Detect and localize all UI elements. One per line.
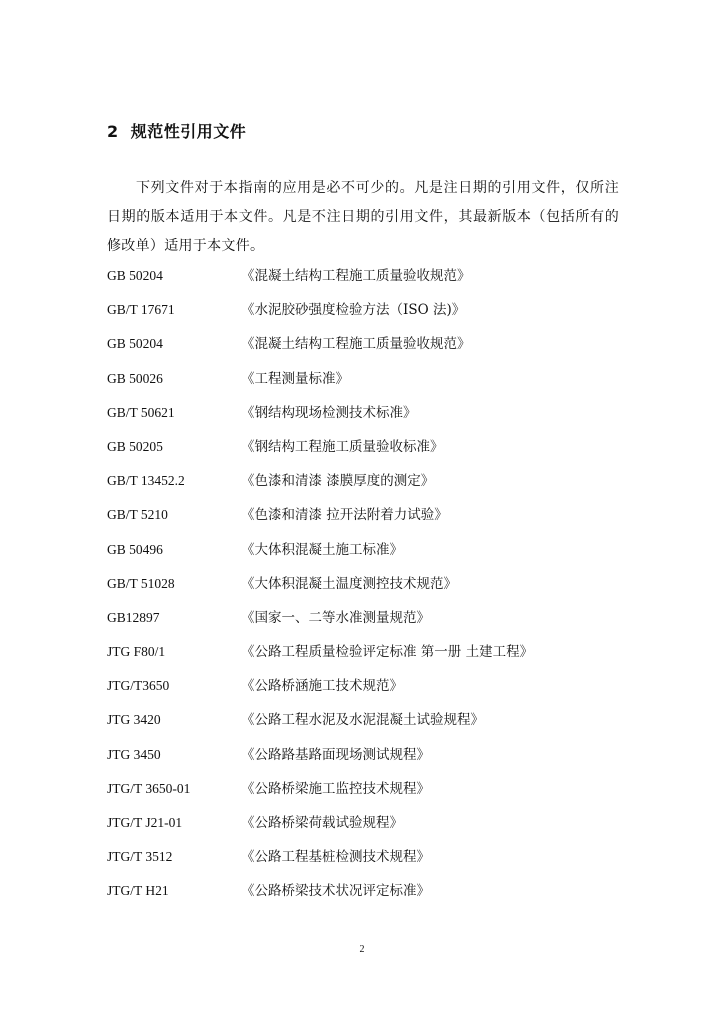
reference-title: 《公路工程水泥及水泥混凝土试验规程》 [241,712,484,729]
reference-title: 《混凝土结构工程施工质量验收规范》 [241,268,471,284]
reference-title: 《公路工程质量检验评定标准 第一册 土建工程》 [241,644,534,661]
reference-title: 《公路桥梁技术状况评定标准》 [241,883,430,900]
reference-item [107,741,627,775]
reference-item [107,262,627,296]
reference-item [107,604,627,638]
reference-title: 《大体积混凝土温度测控技术规范》 [241,575,457,592]
reference-item [107,536,627,570]
reference-title: 《色漆和清漆 拉开法附着力试验》 [241,507,448,524]
reference-title: 《公路工程基桩检测技术规程》 [241,849,430,866]
reference-code: JTG/T J21-01 [107,815,183,830]
reference-item [107,843,627,877]
reference-title: 《国家一、二等水准测量规范》 [241,609,430,626]
reference-title: 《混凝土结构工程施工质量验收规范》 [241,336,471,353]
reference-item [107,433,627,467]
reference-title: 《色漆和清漆 漆膜厚度的测定》 [241,473,435,490]
section-heading [107,119,246,142]
reference-item [107,775,627,809]
reference-code: GB 50026 [107,370,163,386]
reference-title: 《公路桥涵施工技术规范》 [241,678,403,695]
reference-item [107,706,627,740]
reference-code: GB 50204 [107,268,163,283]
reference-item [107,570,627,604]
reference-code: JTG/T 3650-01 [107,780,191,796]
reference-title: 《公路桥梁施工监控技术规程》 [241,780,430,797]
reference-code: JTG F80/1 [107,644,166,660]
reference-code: GB/T 5210 [107,507,168,523]
reference-code: GB 50204 [107,336,163,352]
reference-title: 《钢结构现场检测技术标准》 [241,404,417,421]
reference-code: GB/T 50621 [107,404,175,420]
reference-item [107,467,627,501]
reference-item [107,330,627,364]
reference-item [107,809,627,843]
page-number: 2 [359,944,365,955]
reference-code: GB12897 [107,609,160,625]
reference-item [107,399,627,433]
reference-code: GB/T 17671 [107,302,175,318]
intro-paragraph: 下列文件对于本指南的应用是必不可少的。凡是注日期的引用文件，仅所注日期的版本适用于本文件。凡是不注日期的引用文件，其最新版本（包括所有的修改单）适用于本文件。 [107,180,619,254]
reference-item [107,296,627,330]
reference-code: JTG 3420 [107,712,161,728]
reference-item [107,638,627,672]
reference-code: JTG/T3650 [107,678,170,694]
reference-code: GB 50496 [107,541,163,557]
reference-code: JTG 3450 [107,746,161,762]
reference-code: GB/T 13452.2 [107,473,185,489]
reference-code: JTG/T 3512 [107,849,173,865]
reference-title: 《钢结构工程施工质量验收标准》 [241,438,444,455]
section-number: 2 [107,122,119,141]
reference-title: 《公路路基路面现场测试规程》 [241,746,430,763]
reference-item [107,877,627,911]
reference-item [107,501,627,535]
reference-code: GB 50205 [107,438,163,454]
reference-code: GB/T 51028 [107,575,175,591]
reference-title: 《水泥胶砂强度检验方法（ISO 法)》 [241,302,466,319]
reference-list [107,262,627,912]
reference-title: 《公路桥梁荷载试验规程》 [241,815,403,831]
reference-code: JTG/T H21 [107,883,169,899]
reference-item [107,672,627,706]
reference-title: 《工程测量标准》 [241,370,349,387]
reference-item [107,365,627,399]
section-title: 规范性引用文件 [130,122,247,141]
reference-title: 《大体积混凝土施工标准》 [241,541,403,558]
